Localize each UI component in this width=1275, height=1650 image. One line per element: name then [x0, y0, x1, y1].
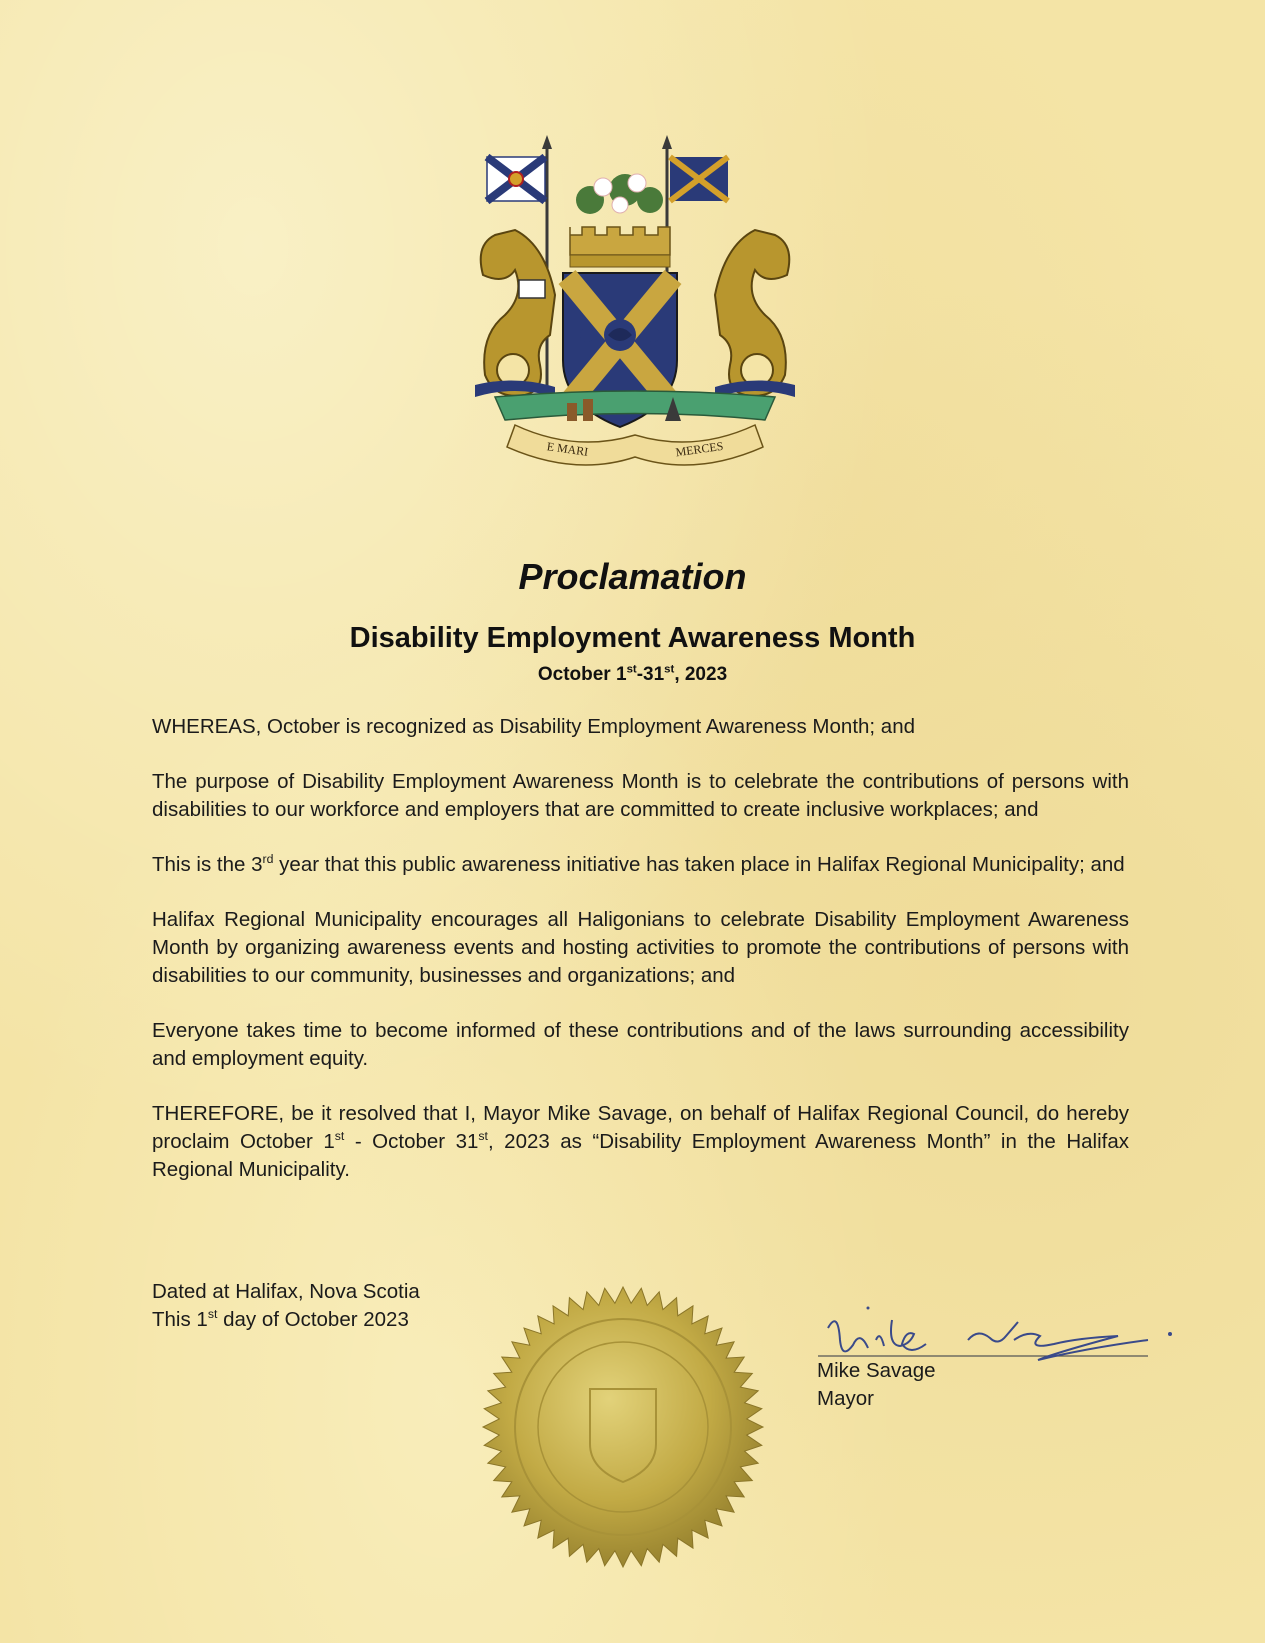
proclamation-title: Proclamation [518, 556, 747, 597]
encourage-paragraph: Halifax Regional Municipality encourages all Haligonians to celebrate Disability Employment Awareness Month by organizing awareness events and hosting activities to promote the contributions of persons with disabilities to our community, businesses and organizations; and [152, 908, 1129, 987]
signatory-title: Mayor [817, 1387, 874, 1410]
dated-block [152, 1278, 420, 1334]
purpose-paragraph: The purpose of Disability Employment Awareness Month is to celebrate the contributions of persons with disabilities to our workforce and employers that are committed to create inclusive workplaces; and [152, 770, 1129, 821]
whereas-paragraph: WHEREAS, October is recognized as Disability Employment Awareness Month; and [152, 715, 916, 738]
proclamation-subtitle: Disability Employment Awareness Month [349, 622, 916, 654]
gold-seal [480, 1284, 766, 1570]
signatory-name: Mike Savage [817, 1359, 936, 1382]
motto-left-text: E MARI [545, 439, 590, 459]
therefore-paragraph: THEREFORE, be it resolved that I, Mayor Mike Savage, on behalf of Halifax Regional Council, do hereby proclaim October 1st - October 31st, 2023 as “Disability Employment Awareness Month” in the Halifax Regional Municipality. [152, 1102, 1129, 1181]
signatory-block [817, 1357, 936, 1413]
third-year-paragraph: This is the 3rd year that this public awareness initiative has taken place in Halifax Regional Municipality; and [152, 852, 1125, 876]
informed-paragraph: Everyone takes time to become informed of these contributions and of the laws surrounding accessibility and employment equity. [152, 1019, 1129, 1070]
dated-location: Dated at Halifax, Nova Scotia [152, 1280, 420, 1303]
dated-day: This 1st day of October 2023 [152, 1307, 409, 1331]
proclamation-body [152, 713, 1129, 1211]
proclamation-dates: October 1st-31st, 2023 [537, 663, 728, 685]
motto-right-text: MERCES [674, 438, 725, 460]
halifax-coat-of-arms [475, 135, 795, 475]
